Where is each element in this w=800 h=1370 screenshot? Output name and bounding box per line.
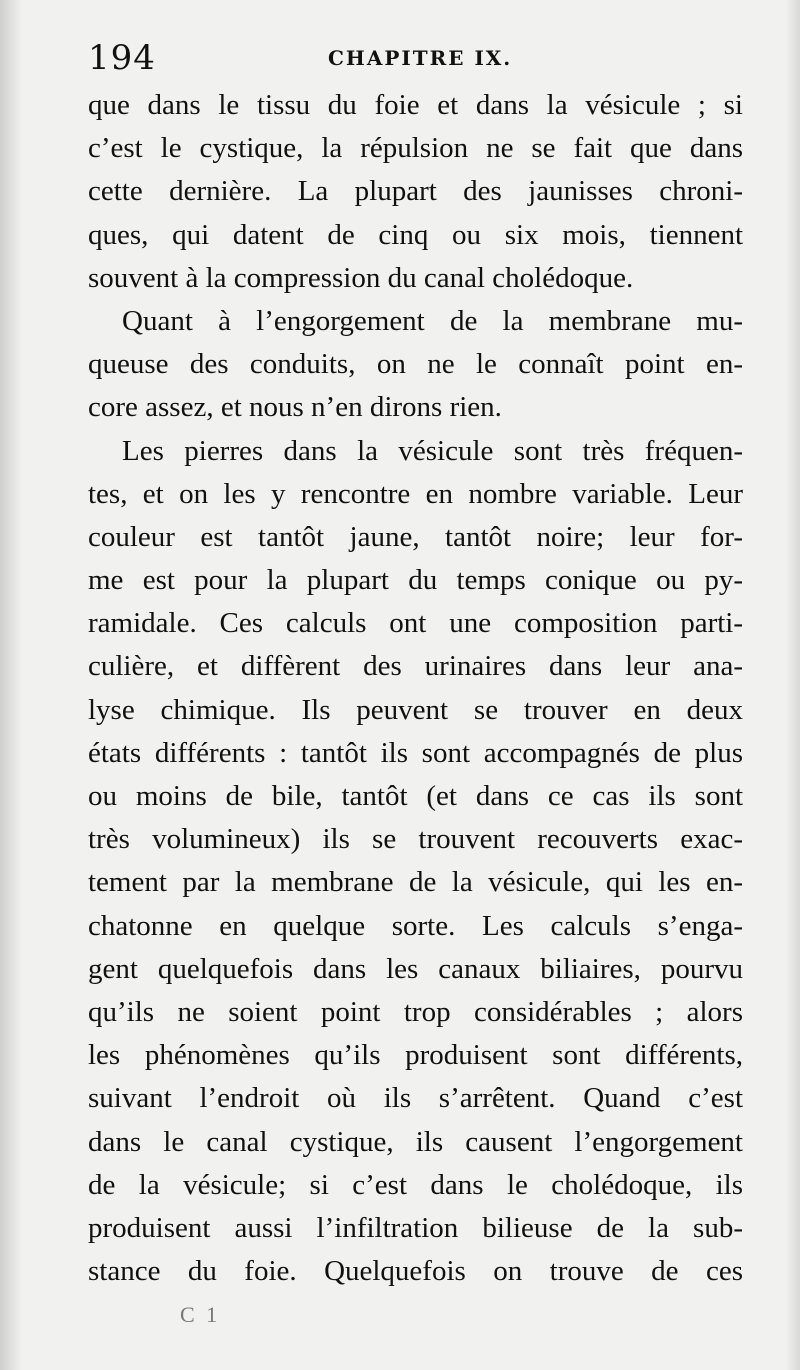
text-line: les phénomènes qu’ils produisent sont différents, [88,1039,743,1072]
text-line: de la vésicule; si c’est dans le cholédoque, ils [88,1168,743,1201]
text-line: produisent aussi l’infiltration bilieuse de la sub- [88,1211,743,1244]
text-line: gent quelquefois dans les canaux biliaires, pourvu [88,952,743,985]
page-number: 194 [88,38,156,78]
text-line: suivant l’endroit où ils s’arrêtent. Quand c’est [88,1082,743,1115]
running-head: CHAPITRE IX. [328,46,513,70]
text-line: core assez, et nous n’en dirons rien. [88,391,502,424]
text-line: ramidale. Ces calculs ont une composition parti- [88,607,743,640]
text-line: me est pour la plupart du temps conique ou py- [88,564,743,597]
text-line: tes, et on les y rencontre en nombre variable. Leur [88,477,743,510]
text-line: lyse chimique. Ils peuvent se trouver en deux [88,693,743,726]
page-header [80,34,740,84]
page-edge-shadow-left [0,0,22,1370]
text-line: très volumineux) ils se trouvent recouverts exac- [88,823,743,856]
text-line: c’est le cystique, la répulsion ne se fait que dans [88,132,743,165]
text-line: qu’ils ne soient point trop considérables ; alors [88,995,743,1028]
text-line: Quant à l’engorgement de la membrane mu- [122,304,743,337]
text-line: culière, et diffèrent des urinaires dans leur ana- [88,650,743,683]
text-line: queuse des conduits, on ne le connaît point en- [88,348,743,381]
text-line: états différents : tantôt ils sont accompagnés de plus [88,736,743,769]
page-edge-shadow-right [786,0,800,1370]
signature-mark: C 1 [180,1302,221,1327]
text-line: chatonne en quelque sorte. Les calculs s’enga- [88,909,743,942]
text-line: souvent à la compression du canal cholédoque. [88,261,634,294]
text-line: Les pierres dans la vésicule sont très fréquen- [122,434,743,467]
text-line: ques, qui datent de cinq ou six mois, tiennent [88,218,743,251]
text-line: ou moins de bile, tantôt (et dans ce cas ils sont [88,780,743,812]
text-line: dans le canal cystique, ils causent l’engorgement [88,1125,743,1158]
text-line: cette dernière. La plupart des jaunisses chroni- [88,175,743,208]
text-line: que dans le tissu du foie et dans la vésicule ; si [88,89,743,121]
text-line: tement par la membrane de la vésicule, qui les en- [88,866,743,899]
body-text [88,84,743,1293]
text-line: stance du foie. Quelquefois on trouve de ces [88,1255,743,1288]
text-line: couleur est tantôt jaune, tantôt noire; leur for- [88,520,743,553]
